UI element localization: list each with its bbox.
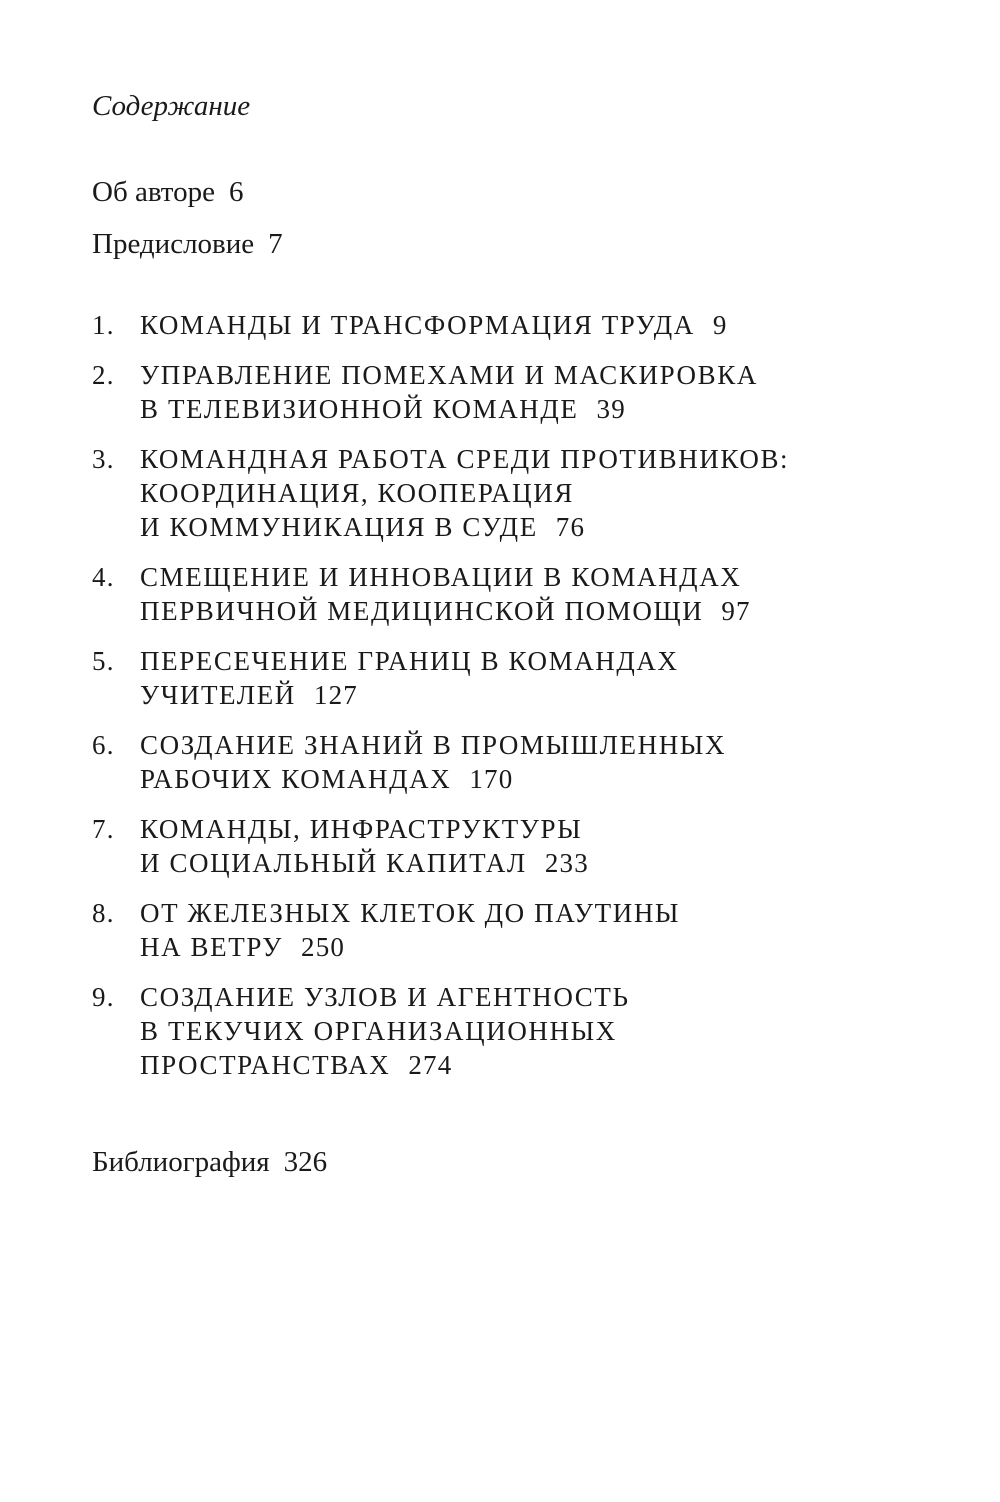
- chapter-title-line: СОЗДАНИЕ УЗЛОВ И АГЕНТНОСТЬ: [140, 982, 630, 1012]
- chapter-title-line: ПРОСТРАНСТВАХ 274: [140, 1050, 453, 1080]
- toc-chapter-4[interactable]: [92, 560, 972, 628]
- chapter-title-line: НА ВЕТРУ 250: [140, 932, 346, 962]
- chapter-number: 6.: [92, 730, 115, 760]
- toc-entry-label: Об авторе: [92, 176, 215, 208]
- toc-chapter-7[interactable]: [92, 812, 972, 880]
- chapter-page: 250: [301, 932, 346, 962]
- chapter-title-line: УЧИТЕЛЕЙ 127: [140, 680, 359, 710]
- toc-entry-label: Библиография: [92, 1146, 270, 1178]
- chapter-title-line: ОТ ЖЕЛЕЗНЫХ КЛЕТОК ДО ПАУТИНЫ: [140, 898, 681, 928]
- chapter-title-line: ПЕРВИЧНОЙ МЕДИЦИНСКОЙ ПОМОЩИ 97: [140, 596, 751, 626]
- chapter-title-line: ПЕРЕСЕЧЕНИЕ ГРАНИЦ В КОМАНДАХ: [140, 646, 679, 676]
- toc-entry-about-author[interactable]: [92, 172, 243, 212]
- chapter-title-line: И КОММУНИКАЦИЯ В СУДЕ 76: [140, 512, 586, 542]
- toc-chapter-9[interactable]: [92, 980, 972, 1082]
- toc-chapter-2[interactable]: [92, 358, 972, 426]
- chapter-title-line: В ТЕЛЕВИЗИОННОЙ КОМАНДЕ 39: [140, 394, 626, 424]
- chapter-page: 97: [721, 596, 751, 626]
- toc-title: Содержание: [92, 90, 251, 122]
- toc-chapter-1[interactable]: [92, 308, 972, 342]
- chapter-title-line: КОМАНДЫ И ТРАНСФОРМАЦИЯ ТРУДА 9: [140, 310, 728, 340]
- chapter-number: 4.: [92, 562, 115, 592]
- toc-chapter-3[interactable]: [92, 442, 972, 544]
- chapter-title-line: РАБОЧИХ КОМАНДАХ 170: [140, 764, 514, 794]
- chapter-title-line: КООРДИНАЦИЯ, КООПЕРАЦИЯ: [140, 478, 574, 508]
- chapter-number: 7.: [92, 814, 115, 844]
- toc-chapter-8[interactable]: [92, 896, 972, 964]
- toc-chapter-6[interactable]: [92, 728, 972, 796]
- chapter-title-line: В ТЕКУЧИХ ОРГАНИЗАЦИОННЫХ: [140, 1016, 617, 1046]
- chapter-number: 5.: [92, 646, 115, 676]
- chapter-number: 1.: [92, 310, 115, 340]
- chapter-title-line: СОЗДАНИЕ ЗНАНИЙ В ПРОМЫШЛЕННЫХ: [140, 730, 727, 760]
- chapter-title-line: И СОЦИАЛЬНЫЙ КАПИТАЛ 233: [140, 848, 589, 878]
- chapter-number: 9.: [92, 982, 115, 1012]
- toc-entry-bibliography[interactable]: [92, 1142, 327, 1182]
- chapter-page: 127: [313, 680, 359, 710]
- toc-entry-page: 6: [228, 176, 244, 208]
- chapter-title-line: КОМАНДЫ, ИНФРАСТРУКТУРЫ: [140, 814, 583, 844]
- toc-entry-page: 7: [268, 228, 283, 260]
- chapter-title-line: УПРАВЛЕНИЕ ПОМЕХАМИ И МАСКИРОВКА: [140, 360, 758, 390]
- chapter-title-line: СМЕЩЕНИЕ И ИННОВАЦИИ В КОМАНДАХ: [140, 562, 742, 592]
- toc-entry-page: 326: [283, 1146, 328, 1178]
- toc-chapter-list: [92, 308, 972, 1098]
- chapter-page: 274: [408, 1050, 453, 1080]
- chapter-page: 39: [596, 394, 626, 424]
- toc-entry-preface[interactable]: [92, 224, 283, 264]
- chapter-title-line: КОМАНДНАЯ РАБОТА СРЕДИ ПРОТИВНИКОВ:: [140, 444, 790, 474]
- chapter-page: 76: [555, 512, 586, 542]
- toc-chapter-5[interactable]: [92, 644, 972, 712]
- chapter-page: 233: [544, 848, 589, 878]
- chapter-page: 9: [712, 310, 728, 340]
- toc-entry-label: Предисловие: [92, 228, 255, 260]
- chapter-number: 3.: [92, 444, 115, 474]
- chapter-page: 170: [469, 764, 514, 794]
- chapter-number: 8.: [92, 898, 115, 928]
- chapter-number: 2.: [92, 360, 115, 390]
